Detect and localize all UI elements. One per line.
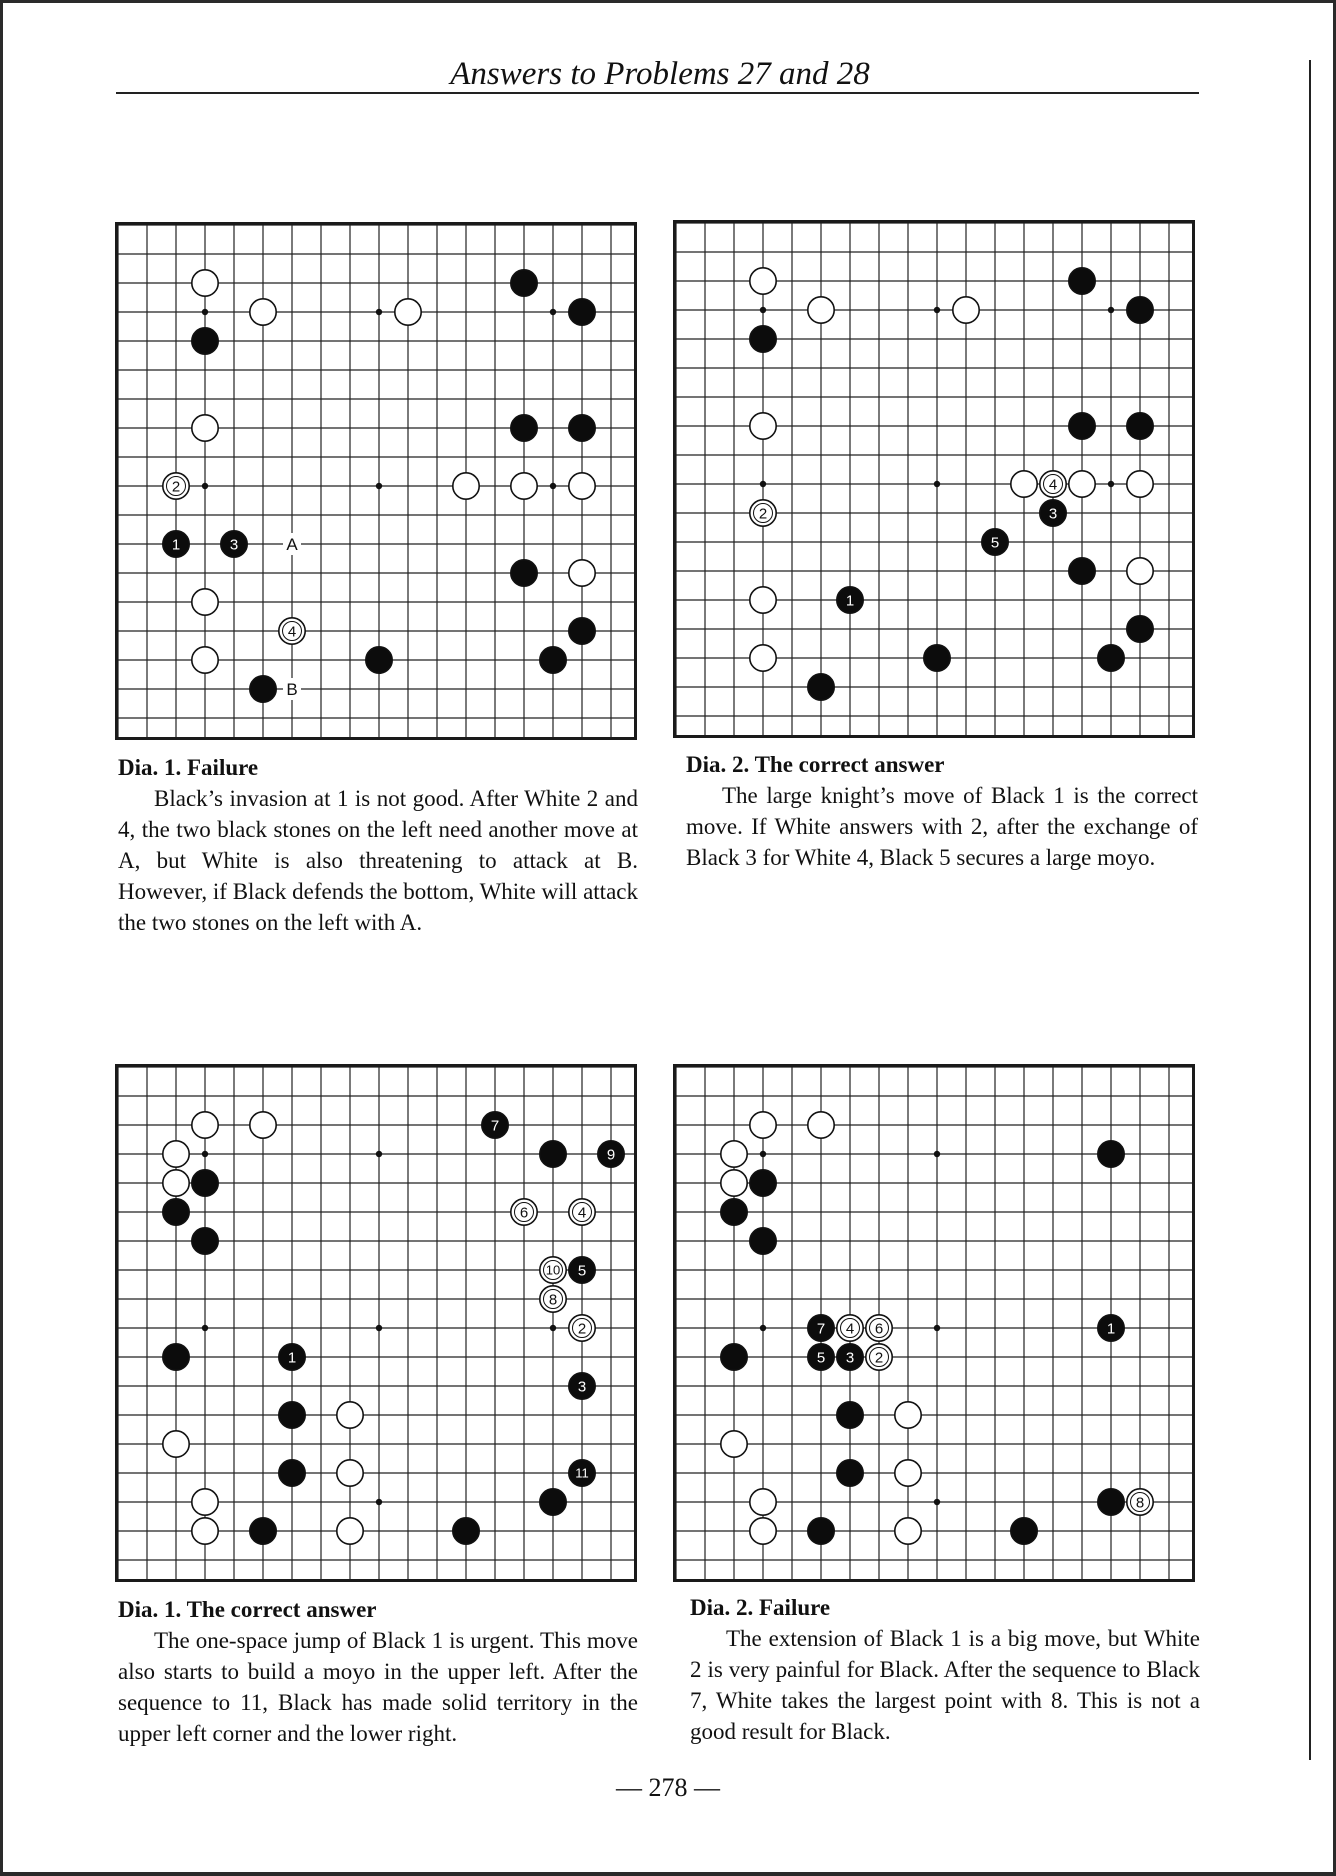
go-board-svg [676, 223, 1192, 735]
star-point [760, 1325, 766, 1331]
go-board-svg [118, 1067, 634, 1579]
black-stone [569, 299, 595, 325]
black-stone [569, 618, 595, 644]
white-stone [750, 413, 776, 439]
black-stone [279, 1460, 305, 1486]
star-point [760, 481, 766, 487]
star-point [1108, 307, 1114, 313]
star-point [1108, 481, 1114, 487]
diagram-caption [690, 1592, 1200, 1747]
diagram-title: Dia. 2. The correct answer [686, 752, 945, 777]
move-number-4: 4 [1048, 476, 1058, 494]
black-stone [721, 1199, 747, 1225]
star-point [376, 483, 382, 489]
black-stone [511, 415, 537, 441]
move-number-2: 2 [758, 505, 768, 523]
diagram-title: Dia. 1. The correct answer [118, 1597, 377, 1622]
white-stone [1069, 471, 1095, 497]
black-stone [1098, 1489, 1124, 1515]
move-number-3: 3 [1048, 505, 1058, 523]
black-stone [163, 1344, 189, 1370]
move-number-6: 6 [519, 1204, 529, 1222]
move-number-8: 8 [1135, 1494, 1145, 1512]
move-number-10: 10 [545, 1262, 561, 1278]
black-stone [924, 645, 950, 671]
white-stone [192, 647, 218, 673]
white-stone [511, 473, 537, 499]
diagram-title: Dia. 1. Failure [118, 755, 259, 780]
black-stone [750, 326, 776, 352]
black-stone [1069, 268, 1095, 294]
white-stone [895, 1518, 921, 1544]
white-stone [163, 1170, 189, 1196]
black-stone [1098, 645, 1124, 671]
black-stone [192, 1228, 218, 1254]
go-board-top-right [673, 220, 1195, 738]
star-point [376, 1499, 382, 1505]
white-stone [395, 299, 421, 325]
white-stone [337, 1460, 363, 1486]
star-point [934, 307, 940, 313]
white-stone [1011, 471, 1037, 497]
move-number-7: 7 [816, 1320, 826, 1338]
black-stone [837, 1460, 863, 1486]
white-stone [453, 473, 479, 499]
white-stone [750, 268, 776, 294]
white-stone [895, 1402, 921, 1428]
star-point [376, 1325, 382, 1331]
page-header-title: Answers to Problems 27 and 28 [450, 56, 870, 92]
point-label-b: B [286, 680, 298, 699]
star-point [202, 309, 208, 315]
white-stone [721, 1431, 747, 1457]
white-stone [163, 1141, 189, 1167]
go-board-top-left [115, 222, 637, 740]
move-number-2: 2 [577, 1320, 587, 1338]
star-point [550, 1325, 556, 1331]
white-stone [192, 589, 218, 615]
white-stone [192, 1518, 218, 1544]
move-number-5: 5 [577, 1262, 587, 1280]
black-stone [511, 270, 537, 296]
scan-edge-line [1309, 60, 1311, 1760]
black-stone [192, 328, 218, 354]
white-stone [163, 1431, 189, 1457]
white-stone [192, 270, 218, 296]
star-point [934, 1325, 940, 1331]
black-stone [808, 1518, 834, 1544]
diagram-caption [686, 749, 1198, 873]
move-number-9: 9 [606, 1146, 616, 1164]
white-stone [750, 1112, 776, 1138]
white-stone [569, 560, 595, 586]
move-number-7: 7 [490, 1117, 500, 1135]
black-stone [1069, 413, 1095, 439]
star-point [760, 1151, 766, 1157]
white-stone [750, 645, 776, 671]
black-stone [540, 1489, 566, 1515]
move-number-3: 3 [845, 1349, 855, 1367]
move-number-2: 2 [874, 1349, 884, 1367]
black-stone [453, 1518, 479, 1544]
white-stone [953, 297, 979, 323]
white-stone [337, 1518, 363, 1544]
white-stone [192, 415, 218, 441]
white-stone [250, 299, 276, 325]
move-number-11: 11 [575, 1465, 589, 1481]
diagram-caption [118, 1594, 638, 1749]
black-stone [1127, 413, 1153, 439]
black-stone [511, 560, 537, 586]
go-board-bottom-left [115, 1064, 637, 1582]
black-stone [366, 647, 392, 673]
diagram-text: Black’s invasion at 1 is not good. After White 2 and 4, the two black stones on the left need another move at A, but White is also threatening to attack at B. However, if Black defends the bottom, White will attack the two stones on the left with A. [118, 786, 638, 935]
black-stone [837, 1402, 863, 1428]
star-point [934, 481, 940, 487]
diagram-title: Dia. 2. Failure [690, 1595, 831, 1620]
white-stone [721, 1170, 747, 1196]
move-number-5: 5 [816, 1349, 826, 1367]
move-number-1: 1 [1106, 1320, 1116, 1338]
white-stone [1127, 558, 1153, 584]
go-board-svg [676, 1067, 1192, 1579]
white-stone [895, 1460, 921, 1486]
black-stone [1011, 1518, 1037, 1544]
black-stone [1098, 1141, 1124, 1167]
point-label-a: A [286, 535, 298, 554]
white-stone [808, 1112, 834, 1138]
move-number-1: 1 [287, 1349, 297, 1367]
star-point [934, 1499, 940, 1505]
move-number-3: 3 [577, 1378, 587, 1396]
black-stone [279, 1402, 305, 1428]
move-number-6: 6 [874, 1320, 884, 1338]
star-point [550, 309, 556, 315]
star-point [376, 1151, 382, 1157]
header-rule [116, 92, 1199, 94]
star-point [550, 483, 556, 489]
white-stone [750, 587, 776, 613]
white-stone [250, 1112, 276, 1138]
star-point [934, 1151, 940, 1157]
black-stone [540, 647, 566, 673]
black-stone [163, 1199, 189, 1225]
diagram-text: The one-space jump of Black 1 is urgent. This move also starts to build a moyo in the upper left. After the sequence to 11, Black has made solid territory in the upper left corner and the lower right. [118, 1628, 638, 1746]
white-stone [337, 1402, 363, 1428]
diagram-caption [118, 752, 638, 938]
move-number-3: 3 [229, 536, 239, 554]
white-stone [721, 1141, 747, 1167]
black-stone [569, 415, 595, 441]
white-stone [192, 1112, 218, 1138]
star-point [202, 1151, 208, 1157]
move-number-1: 1 [845, 592, 855, 610]
black-stone [1069, 558, 1095, 584]
diagram-text: The extension of Black 1 is a big move, but White 2 is very painful for Black. After the sequence to Black 7, White takes the largest point with 8. This is not a good result for Black. [690, 1626, 1200, 1744]
black-stone [808, 674, 834, 700]
white-stone [750, 1489, 776, 1515]
white-stone [750, 1518, 776, 1544]
white-stone [569, 473, 595, 499]
star-point [202, 1325, 208, 1331]
move-number-4: 4 [287, 623, 297, 641]
move-number-4: 4 [845, 1320, 855, 1338]
star-point [376, 309, 382, 315]
white-stone [192, 1489, 218, 1515]
page-number: — 278 — [616, 1773, 720, 1802]
star-point [202, 483, 208, 489]
move-number-4: 4 [577, 1204, 587, 1222]
black-stone [750, 1170, 776, 1196]
go-board-svg [118, 225, 634, 737]
go-board-bottom-right [673, 1064, 1195, 1582]
white-stone [1127, 471, 1153, 497]
diagram-text: The large knight’s move of Black 1 is the correct move. If White answers with 2, after the exchange of Black 3 for White 4, Black 5 secures a large moyo. [686, 783, 1198, 870]
move-number-8: 8 [548, 1291, 558, 1309]
black-stone [1127, 616, 1153, 642]
black-stone [750, 1228, 776, 1254]
black-stone [540, 1141, 566, 1167]
black-stone [192, 1170, 218, 1196]
star-point [760, 307, 766, 313]
black-stone [721, 1344, 747, 1370]
white-stone [808, 297, 834, 323]
move-number-1: 1 [171, 536, 181, 554]
black-stone [250, 676, 276, 702]
move-number-2: 2 [171, 478, 181, 496]
black-stone [1127, 297, 1153, 323]
move-number-5: 5 [990, 534, 1000, 552]
black-stone [250, 1518, 276, 1544]
